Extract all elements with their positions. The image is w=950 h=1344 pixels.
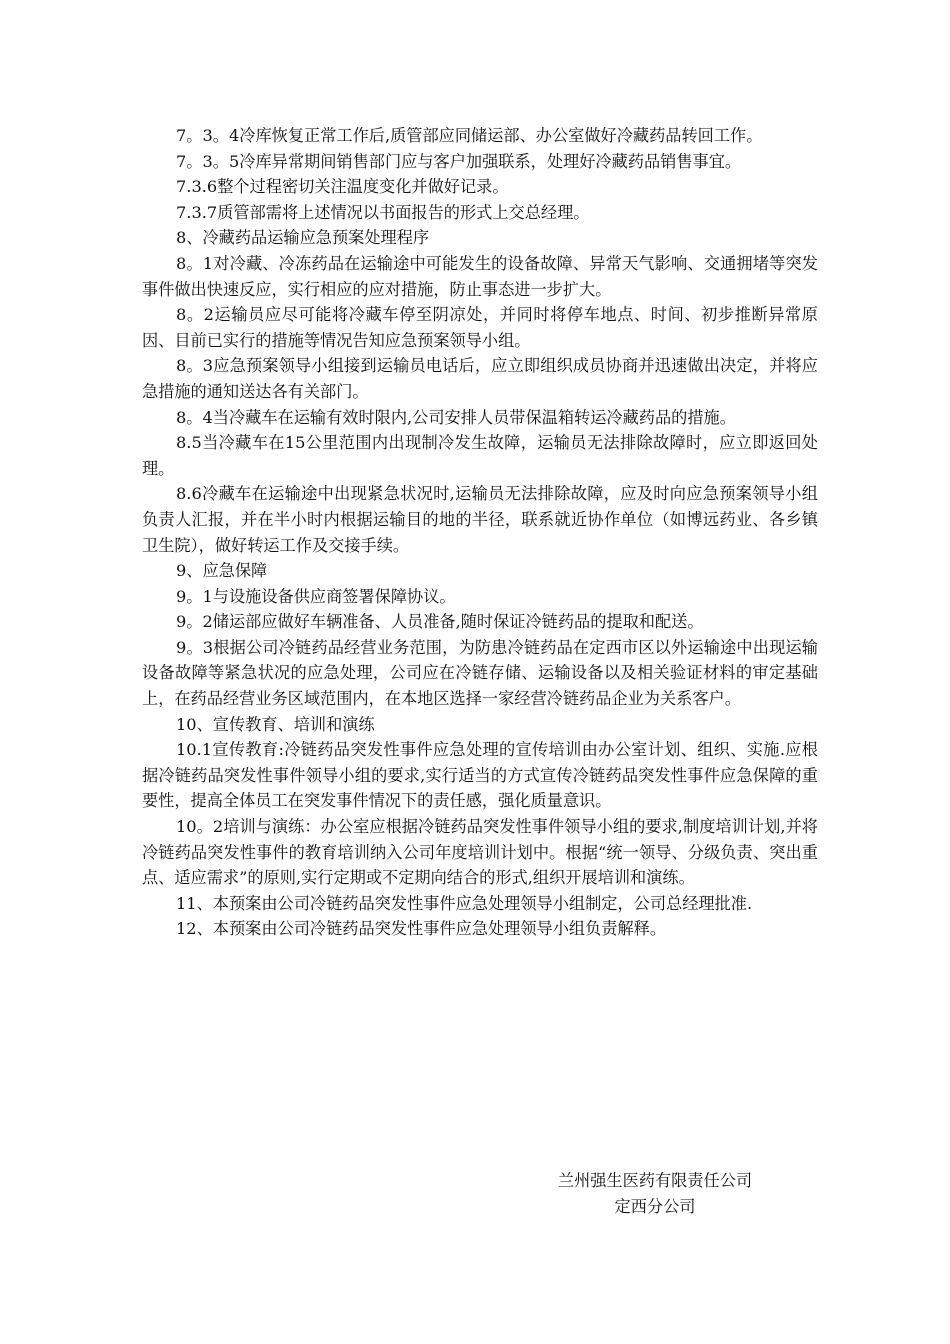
signature-company: 兰州强生医药有限责任公司: [557, 1171, 753, 1190]
paragraph-11: 11、本预案由公司冷链药品突发性事件应急处理领导小组制定，公司总经理批准.: [176, 893, 753, 913]
paragraph-7-3-6: 7.3.6整个过程密切关注温度变化并做好记录。: [176, 177, 509, 197]
paragraph-8-3: 8。3应急预案领导小组接到运输员电话后，应立即组织成员协商并迅速做出决定，并将应急措施的通知送达各有关部门。: [142, 356, 818, 401]
paragraph-10-1: 10.1宣传教育:冷链药品突发性事件应急处理的宣传培训由办公室计划、组织、实施.应根据冷链药品突发性事件领导小组的要求,实行适当的方式宣传冷链药品突发性事件应急保障的重要性，提高全体员工在突发事件情况下的责任感，强化质量意识。: [142, 740, 818, 811]
paragraph-8-6: 8.6冷藏车在运输途中出现紧急状况时,运输员无法排除故障，应及时向应急预案领导小组负责人汇报，并在半小时内根据运输目的地的半径，联系就近协作单位（如博远药业、各乡镇卫生院），做好转运工作及交接手续。: [142, 484, 818, 555]
paragraph-7-3-7: 7.3.7质管部需将上述情况以书面报告的形式上交总经理。: [176, 202, 590, 222]
paragraph-8-5: 8.5当冷藏车在15公里范围内出现制冷发生故障，运输员无法排除故障时，应立即返回处理。: [142, 433, 818, 478]
section-heading-9: 9、应急保障: [176, 561, 268, 581]
paragraph-9-3: 9。3根据公司冷链药品经营业务范围，为防患冷链药品在定西市区以外运输途中出现运输设备故障等紧急状况的应急处理，公司应在冷链存储、运输设备以及相关验证材料的审定基础上，在药品经营业务区域范围内，在本地区选择一家经营冷链药品企业为关系客户。: [142, 637, 818, 709]
document-body: [142, 123, 818, 942]
paragraph-7-3-4: 7。3。4冷库恢复正常工作后,质管部应同储运部、办公室做好冷藏药品转回工作。: [176, 126, 763, 145]
paragraph-8-1: 8。1对冷藏、冷冻药品在运输途中可能发生的设备故障、异常天气影响、交通拥堵等突发事件做出快速反应，实行相应的应对措施，防止事态进一步扩大。: [142, 253, 818, 299]
signature-branch: 定西分公司: [614, 1196, 696, 1216]
section-heading-10: 10、宣传教育、培训和演练: [176, 714, 375, 734]
paragraph-8-2: 8。2运输员应尽可能将冷藏车停至阴凉处，并同时将停车地点、时间、初步推断异常原因、目前已实行的措施等情况告知应急预案领导小组。: [142, 305, 818, 350]
paragraph-8-4: 8。4当冷藏车在运输有效时限内,公司安排人员带保温箱转运冷藏药品的措施。: [176, 407, 736, 427]
paragraph-9-1: 9。1与设施设备供应商签署保障协议。: [176, 586, 456, 606]
paragraph-9-2: 9。2储运部应做好车辆准备、人员准备,随时保证冷链药品的提取和配送。: [176, 612, 704, 632]
paragraph-10-2: 10。2培训与演练：办公室应根据冷链药品突发性事件领导小组的要求,制度培训计划,并将冷链药品突发性事件的教育培训纳入公司年度培训计划中。根据“统一领导、分级负责、突出重点、适应需求”的原则,实行定期或不定期向结合的形式,组织开展培训和演练。: [142, 817, 818, 888]
paragraph-7-3-5: 7。3。5冷库异常期间销售部门应与客户加强联系，处理好冷藏药品销售事宜。: [176, 151, 742, 171]
signature-block: [505, 1168, 805, 1219]
paragraph-12: 12、本预案由公司冷链药品突发性事件应急处理领导小组负责解释。: [176, 919, 667, 939]
section-heading-8: 8、冷藏药品运输应急预案处理程序: [176, 228, 430, 248]
